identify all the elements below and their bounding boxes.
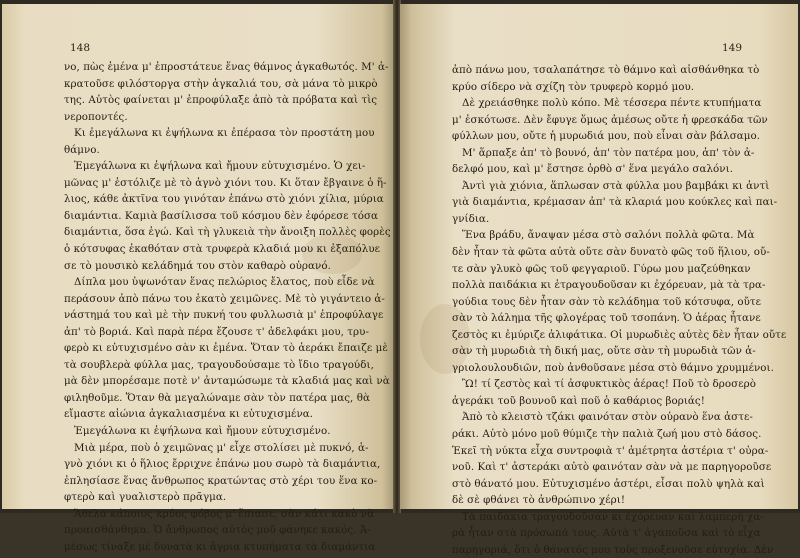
text-line: γριολουλουδιῶν, ποὺ ἀνθοῦσανε μέσα στὸ θάμνο χρυμμένοι.	[452, 361, 774, 374]
text-line: Τὰ παιδάκια τραγουδοῦσαν κι ἐχόρευαν καὶ λαμπερὴ χα-	[462, 510, 764, 523]
text-line: Ἀπὸ τὸ κλειστὸ τζάκι φαινόταν στὸν οὐρανὸ ἕνα ἀστε-	[462, 411, 753, 424]
text-line: Ἄθελα κάποιος κρύος φόβος μ' ἔπιασε, σὰν κάτι κακὸ νὰ	[74, 507, 375, 520]
text-line: τε σὰν γλυκὸ φῶς τοῦ φεγγαριοῦ. Γύρω μου μαζεύθηκαν	[452, 262, 751, 275]
text-line: Ἐκεῖ τὴ νύκτα εἶχα συντροφιὰ τ' ἀμέτρητα ἀστέρια τ' οὐρα-	[452, 444, 769, 457]
text-line: μῶνας μ' ἐστόλιζε μὲ τὸ ἁγνὸ χιόνι του. Κι ὅταν ἔβγαινε ὁ ἥ-	[64, 176, 387, 189]
text-line: προαισθάνθηκα. Ὁ ἄνθρωπος αὐτὸς μοῦ φάνηκε κακός. Ἀ-	[64, 524, 371, 537]
text-line: ἐπλησίασε ἕνας ἄνθρωπος κρατώντας στὸ χέρι του ἕνα κο-	[64, 474, 378, 487]
text-line: φερὸ κι εὐτυχισμένο σὰν κι ἐμένα. Ὅταν τὸ ἀεράκι ἔπαιζε μὲ	[64, 342, 388, 355]
text-line: θάμνο.	[64, 143, 100, 156]
text-line: ὁ κότσυφας ἐκαθόταν στὰ τρυφερὰ κλαδιά μου κι ἐξαπόλυε	[64, 243, 381, 256]
text-line: Δίπλα μου ὑψωνόταν ἕνας πελώριος ἔλατος, ποὺ εἶδε νὰ	[74, 276, 375, 289]
left-page	[2, 4, 394, 553]
text-line: φτερὸ καὶ γυαλιστερὸ πρᾶγμα.	[64, 491, 227, 504]
text-line: διαμάντια, ὅσα ἐγώ. Καὶ τὴ γλυκειὰ τὴν ἄνοιξη πολλὲς φορὲς	[64, 226, 391, 239]
right-page	[400, 4, 798, 556]
text-line: Μ' ἅρπαξε ἀπ' τὸ βουνό, ἀπ' τὸν πατέρα μου, ἀπ' τὸν ἀ-	[462, 146, 755, 159]
text-line: μὰ δὲν μπορέσαμε ποτὲ ν' ἀνταμώσωμε τὰ κλαδιά μας καὶ νὰ	[64, 375, 390, 388]
text-line: σε τὸ μουσικὸ κελάδημά του στὸν καθαρὸ οὐρανό.	[64, 259, 331, 272]
text-line: φιληθοῦμε. Ὅταν θὰ μεγαλώναμε σὰν τὸν πατέρα μας, θὰ	[64, 391, 370, 404]
text-line: ράκι. Αὐτὸ μόνο μοῦ θύμιζε τὴν παλιὰ ζωή μου στὸ δάσος.	[452, 428, 762, 441]
text-line: κρύο σίδερο νὰ σχίζη τὸν τρυφερὸ κορμό μου.	[452, 80, 695, 93]
text-line: Κι ἐμεγάλωνα κι ἐψήλωνα κι ἐπέρασα τὸν προστάτη μου	[74, 127, 375, 140]
text-line: γούδια τους δὲν ἦταν σὰν τὸ κελάδημα τοῦ κότσυφα, οὔτε	[452, 295, 762, 308]
text-line: ρὰ ἦταν στὰ πρόσωπά τους. Αὐτὰ τ' ἀγαποῦσα καὶ τὸ εἶχα	[452, 527, 761, 540]
text-line: φύλλων μου, οὔτε ἡ μυρωδιά μου, ποὺ εἶναι σὰν βάλσαμο.	[452, 130, 761, 143]
text-line: γιὰ διαμάντια, κρέμασαν ἀπ' τὰ κλαριά μου κούκλες καὶ παι-	[452, 196, 778, 209]
text-line: Ἕνα βράδυ, ἄναψαν μέσα στὸ σαλόνι πολλὰ φῶτα. Μὰ	[462, 229, 755, 242]
text-line: εἴμαστε αἰώνια ἀγκαλιασμένα κι εὐτυχισμένα.	[64, 408, 314, 421]
text-line: παρηγοριά, ὅτι ὁ θάνατός μου τοὺς προξενοῦσε εὐτυχία. Δὲν	[452, 543, 774, 556]
text-line: Ἐμεγάλωνα κι ἐψήλωνα καὶ ἤμουν εὐτυχισμένο.	[74, 425, 331, 438]
text-line: μ' ἐσκότωσε. Δὲν ἔφυγε ὅμως ἀμέσως οὔτε ἡ φρεσκάδα τῶν	[452, 113, 768, 126]
text-line: ζεστὸς κι ἐμύριζε ἀλιφάτικα. Οἱ μυρωδιὲς αὐτὲς δὲν ἦταν οὔτε	[452, 328, 787, 341]
text-line: τὰ σουβλερὰ φύλλα μας, τραγουδούσαμε τὸ ἴδιο τραγούδι,	[64, 358, 374, 371]
text-line: γνίδια.	[452, 212, 490, 225]
text-line: σὰν τὴ μυρωδιὰ τὴ δική μας, οὔτε σὰν τὴ μυρωδιὰ τῶν ἀ-	[452, 345, 756, 358]
text-line: λιος, κάθε ἀκτῖνα του γινόταν ἐπάνω στὸ χιόνι χίλια, μύρια	[64, 193, 384, 206]
page-number-left: 148	[70, 42, 91, 54]
text-line: Δὲ χρειάσθηκε πολὺ κόπο. Μὲ τέσσερα πέντε κτυπήματα	[462, 97, 762, 110]
text-line: κρατοῦσε φιλόστοργα στὴν ἀγκαλιά του, σὰ μάνα τὸ μικρὸ	[64, 77, 378, 90]
right-page-text	[452, 62, 787, 558]
text-line: πολλὰ παιδάκια κι ἐτραγουδοῦσαν κι ἐχόρευαν, μὰ τὰ τρα-	[452, 279, 766, 292]
text-line: περάσουν ἀπὸ πάνω του ἑκατὸ χειμῶνες. Μὲ τὸ γιγάντειο ἀ-	[64, 292, 385, 305]
text-line: Ὢ! τί ζεστὸς καὶ τί ἀσφυκτικὸς ἀέρας! Ποῦ τὸ δροσερὸ	[462, 378, 756, 391]
text-line: διαμάντια. Καμιὰ βασίλισσα τοῦ κόσμου δὲν ἐφόρεσε τόσα	[64, 209, 379, 222]
text-line: μέσως τίναξε μὲ δυνατὰ κι ἄγρια κτυπήματα τὰ διαμάντια	[64, 540, 376, 553]
text-line: στὸ θάνατό μου. Εὐτυχισμένο ἀστέρι, εἶσαι πολὺ ψηλὰ καὶ	[452, 477, 765, 490]
text-line: ἀπ' τὸ βοριά. Καὶ παρὰ πέρα ἔζουσε τ' ἀδελφάκι μου, τρυ-	[64, 325, 369, 338]
text-line: Ἀντὶ γιὰ χιόνια, ἅπλωσαν στὰ φύλλα μου βαμβάκι κι ἀντὶ	[462, 179, 770, 192]
text-line: δὲ σὲ φθάνει τὸ ἀνθρώπινο χέρι!	[452, 494, 626, 507]
text-line: ἀγεράκι τοῦ βουνοῦ καὶ ποῦ ὁ καθάριος βοριάς!	[452, 394, 705, 407]
text-line: γνὸ χιόνι κι ὁ ἥλιος ἔρριχνε ἐπάνω μου σωρὸ τὰ διαμάντια,	[64, 458, 381, 471]
text-line: νο, πὼς ἐμένα μ' ἐπροστάτευε ἕνας θάμνος ἀγκαθωτός. Μ' ἀ-	[64, 61, 389, 73]
text-line: νοῦ. Καὶ τ' ἀστεράκι αὐτὸ φαινόταν σὰν νὰ με παρηγοροῦσε	[452, 461, 772, 474]
text-line: Ἐμεγάλωνα κι ἐψήλωνα καὶ ἤμουν εὐτυχισμένο. Ὁ χει-	[74, 160, 366, 173]
text-line: δελφό μου, καὶ μ' ἔστησε ὀρθὸ σ' ἕνα μεγάλο σαλόνι.	[452, 163, 734, 176]
text-line: της. Αὐτὸς φαίνεται μ' ἐπροφύλαξε ἀπὸ τὰ πρόβατα καὶ τὶς	[64, 94, 378, 107]
text-line: νάστημά του καὶ μὲ τὴν πυκνή του φυλλωσιὰ μ' ἐπροφύλαγε	[64, 309, 384, 322]
text-line: σὰν τὸ λάλημα τῆς φλογέρας τοῦ τσοπάνη. Ὁ ἀέρας ἦτανε	[452, 312, 761, 325]
text-line: δὲν ἦταν τὰ φῶτα αὐτὰ οὔτε σὰν δυνατὸ φῶς τοῦ ἥλιου, οὔ-	[452, 246, 770, 259]
text-line: ἀπὸ πάνω μου, τσαλαπάτησε τὸ θάμνο καὶ αἰσθάνθηκα τὸ	[452, 64, 760, 76]
left-page-text	[64, 59, 391, 555]
text-line: Μιὰ μέρα, ποὺ ὁ χειμῶνας μ' εἶχε στολίσει μὲ πυκνό, ἁ-	[74, 441, 369, 454]
page-number-right: 149	[722, 42, 743, 54]
text-line: νεροποντές.	[64, 110, 128, 123]
